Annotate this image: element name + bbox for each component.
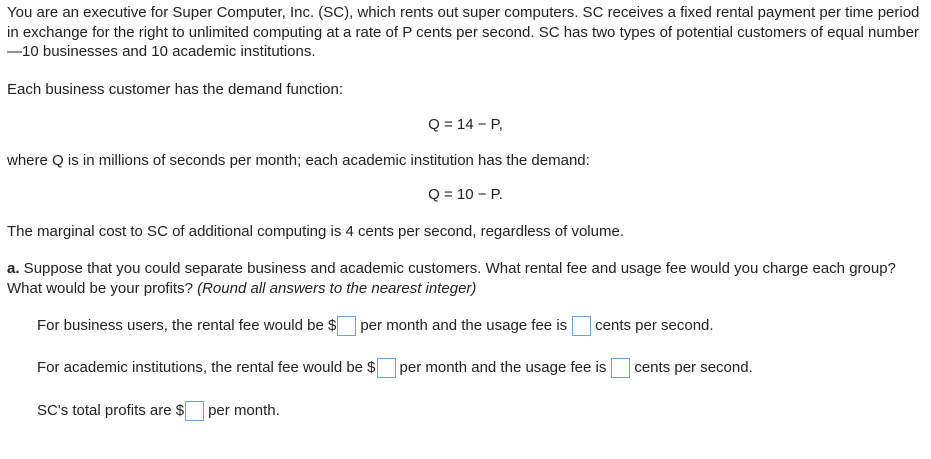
profit-answer-row: [37, 399, 280, 423]
academic-demand-equation: Q = 10 − P.: [428, 186, 503, 203]
business-rental-label: For business users, the rental fee would be $: [37, 317, 337, 334]
academic-rental-fee-input[interactable]: [377, 358, 396, 378]
part-a-label: a.: [7, 260, 20, 277]
business-answer-row: [37, 314, 714, 338]
academic-rental-label: For academic institutions, the rental fee would be $: [37, 359, 376, 376]
business-usage-unit: cents per second.: [595, 317, 714, 334]
profit-label: SC's total profits are $: [37, 402, 185, 419]
total-profit-input[interactable]: [185, 401, 204, 421]
academic-usage-label: per month and the usage fee is: [399, 359, 607, 376]
part-a-question-text: Suppose that you could separate business and academic customers. What rental fee and usage fee would you charge each group? What would be your profits?: [7, 260, 896, 297]
business-usage-label: per month and the usage fee is: [360, 317, 568, 334]
part-a-instruction: (Round all answers to the nearest integer): [197, 279, 477, 297]
academic-answer-row: [37, 356, 753, 380]
academic-demand-text: where Q is in millions of seconds per month; each academic institution has the demand:: [7, 152, 590, 169]
business-demand-equation: Q = 14 − P,: [428, 116, 503, 133]
business-demand-text: Each business customer has the demand function:: [7, 81, 344, 98]
intro-paragraph: You are an executive for Super Computer, Inc. (SC), which rents out super computers. SC receives a fixed rental payment per time period in exchange for the right to unlimited computing at a rate of P cents per second. SC has two types of potential customers of equal number—10 businesses and 10 academic institutions.: [7, 4, 920, 60]
part-a-question: [7, 259, 921, 298]
marginal-cost-text: The marginal cost to SC of additional computing is 4 cents per second, regardless of volume.: [7, 223, 624, 240]
business-rental-fee-input[interactable]: [337, 316, 356, 336]
profit-unit: per month.: [208, 402, 280, 419]
academic-usage-unit: cents per second.: [634, 359, 753, 376]
business-usage-fee-input[interactable]: [572, 316, 591, 336]
academic-usage-fee-input[interactable]: [611, 358, 630, 378]
